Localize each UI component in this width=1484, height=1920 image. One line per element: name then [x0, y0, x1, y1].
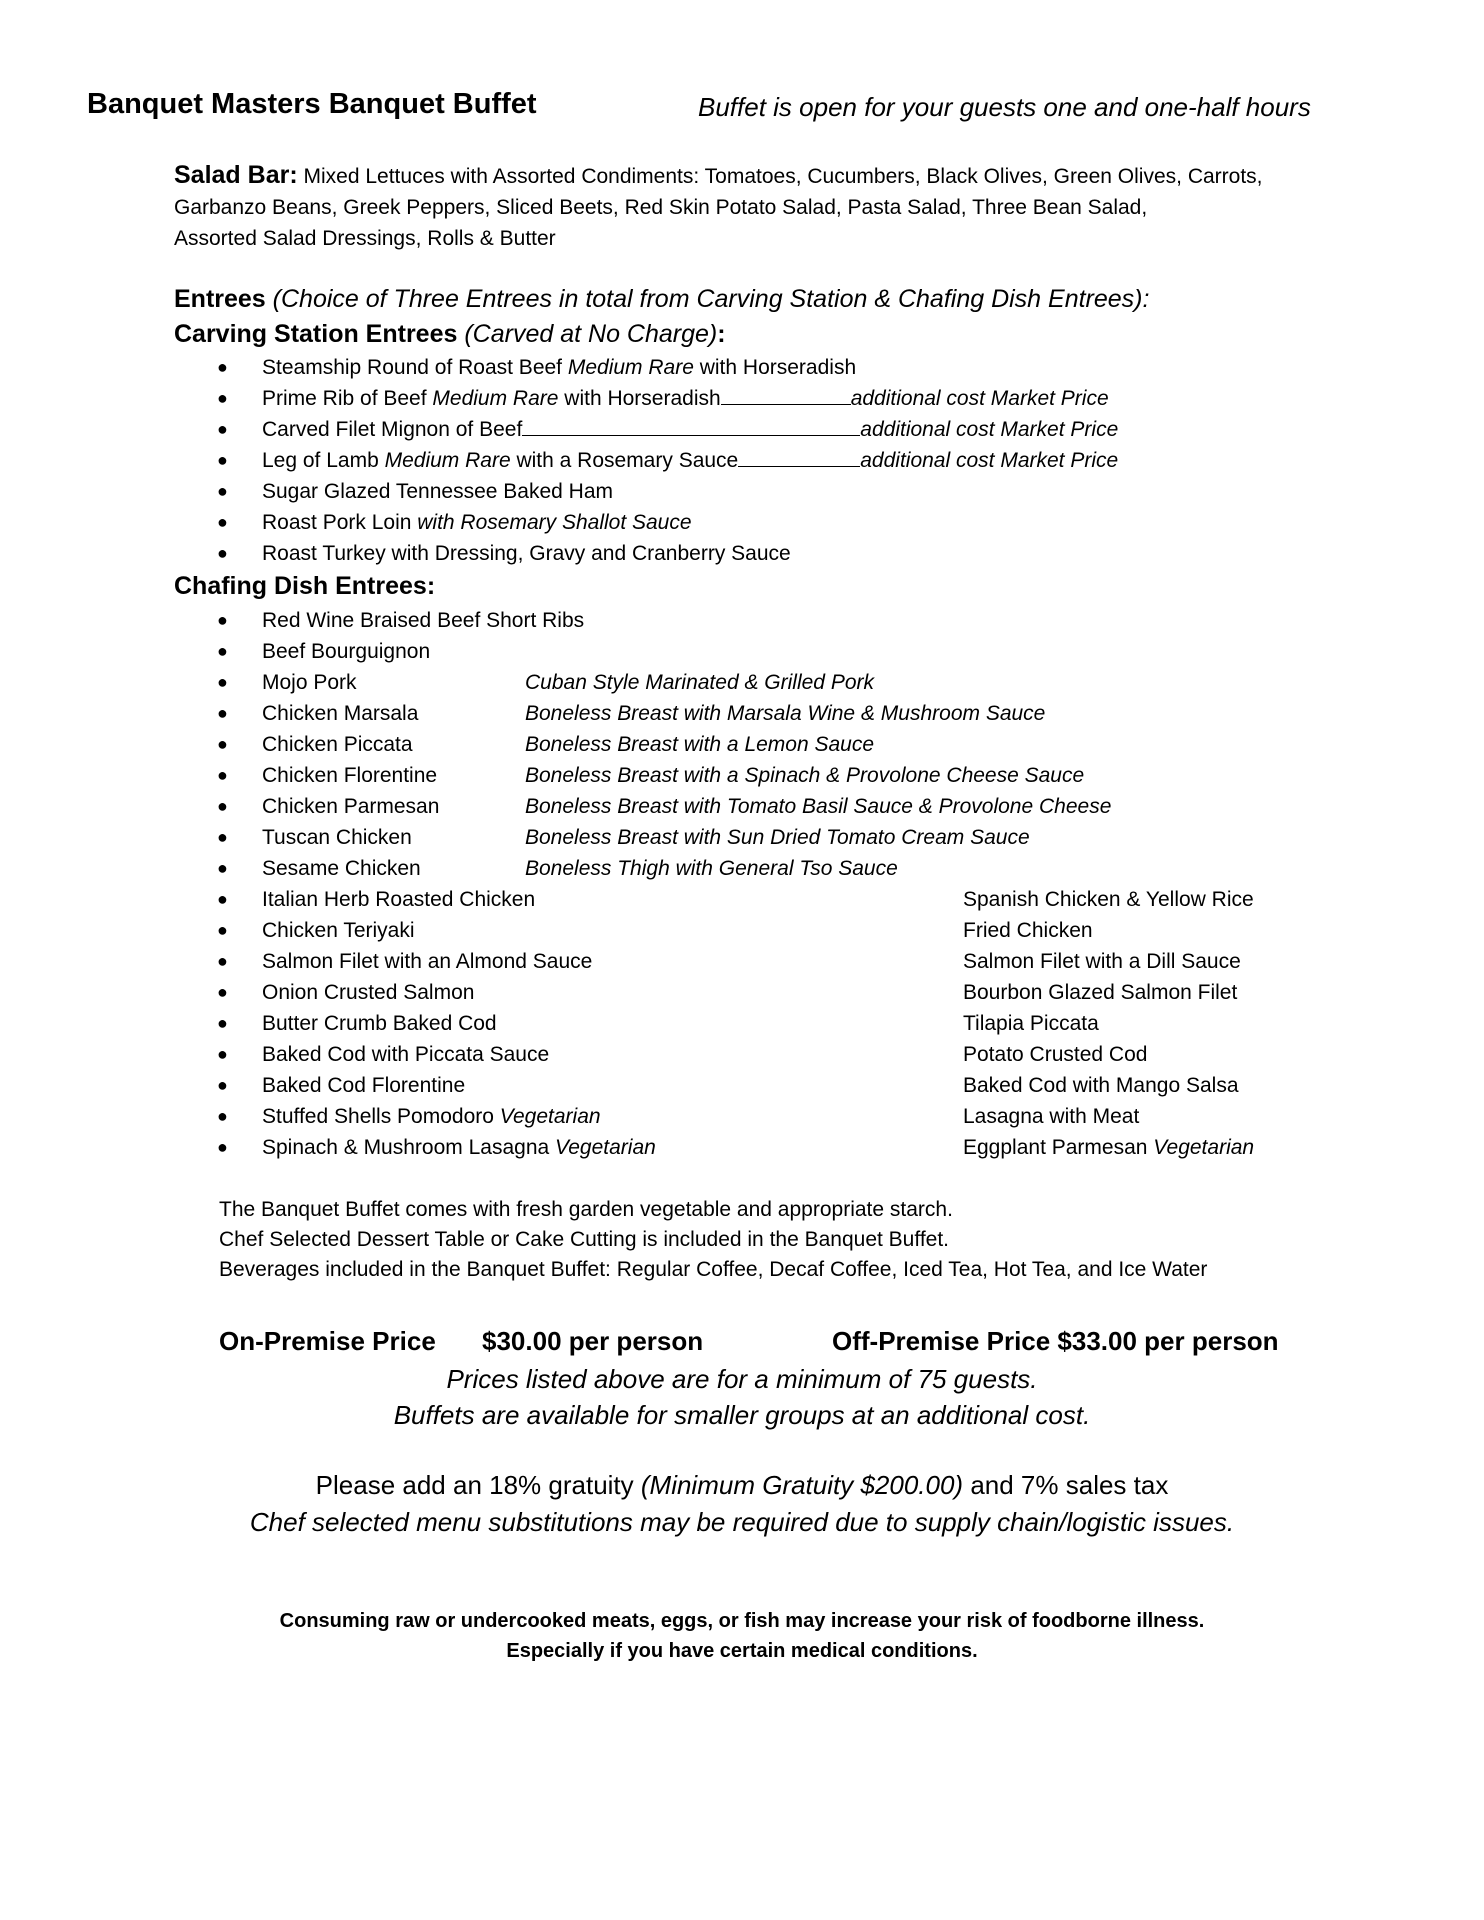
bullet-icon: ●: [217, 641, 228, 661]
bullet-icon: ●: [217, 1013, 228, 1033]
bullet-icon: ●: [217, 388, 228, 408]
carving-label: Carving Station Entrees: [174, 320, 458, 348]
bullet-icon: ●: [217, 765, 228, 785]
fill-line: [738, 446, 860, 467]
salad-bar-line-1: Mixed Lettuces with Assorted Condiments: Tomatoes, Cucumbers, Black Olives, Green Olives, Carrots,: [303, 165, 1263, 188]
bullet-icon: ●: [217, 1075, 228, 1095]
bullet-icon: ●: [217, 512, 228, 532]
carving-note: (Carved at No Charge): [464, 320, 718, 348]
bullet-icon: ●: [217, 543, 228, 563]
bullet-icon: ●: [217, 1137, 228, 1157]
substitution-note: Chef selected menu substitutions may be required due to supply chain/logistic issues.: [249, 1507, 1235, 1537]
bullet-icon: ●: [217, 951, 228, 971]
bullet-icon: ●: [217, 982, 228, 1002]
bullet-icon: ●: [217, 1044, 228, 1064]
gratuity-note: Please add an 18% gratuity (Minimum Gratuity $200.00) and 7% sales tax: [315, 1470, 1169, 1500]
note-line-1: The Banquet Buffet comes with fresh garden vegetable and appropriate starch.: [219, 1198, 953, 1221]
salad-bar-label: Salad Bar:: [174, 161, 298, 189]
entrees-label: Entrees: [174, 285, 266, 313]
buffet-notes: [219, 1195, 1207, 1285]
bullet-icon: ●: [217, 1106, 228, 1126]
salad-bar-line-3: Assorted Salad Dressings, Rolls & Butter: [174, 227, 556, 250]
bullet-icon: ●: [217, 889, 228, 909]
on-premise-price: $30.00 per person: [482, 1326, 704, 1356]
entrees-note: (Choice of Three Entrees in total from Carving Station & Chafing Dish Entrees):: [272, 285, 1150, 313]
chafing-heading: Chafing Dish Entrees:: [174, 572, 436, 600]
on-premise-label: On-Premise Price: [219, 1326, 436, 1356]
bullet-icon: ●: [217, 796, 228, 816]
bullet-icon: ●: [217, 734, 228, 754]
note-line-3: Beverages included in the Banquet Buffet: Regular Coffee, Decaf Coffee, Iced Tea, Hot Tea, and Ice Water: [219, 1258, 1208, 1281]
market-price-note: additional cost Market Price: [860, 418, 1119, 441]
market-price-note: additional cost Market Price: [850, 387, 1109, 410]
smaller-groups-note: Buffets are available for smaller groups at an additional cost.: [393, 1400, 1091, 1430]
food-safety-warning: Consuming raw or undercooked meats, eggs, or fish may increase your risk of foodborne illness.: [279, 1610, 1205, 1632]
bullet-icon: ●: [217, 672, 228, 692]
minimum-guests-note: Prices listed above are for a minimum of 75 guests.: [446, 1364, 1038, 1394]
bullet-icon: ●: [217, 858, 228, 878]
bullet-icon: ●: [217, 610, 228, 630]
salad-bar-section: [174, 160, 1354, 254]
bullet-icon: ●: [217, 481, 228, 501]
market-price-note: additional cost Market Price: [860, 449, 1119, 472]
carving-heading: [174, 320, 726, 349]
food-safety-warning-2: Especially if you have certain medical conditions.: [506, 1640, 978, 1662]
bullet-icon: ●: [217, 419, 228, 439]
bullet-icon: ●: [217, 920, 228, 940]
bullet-icon: ●: [217, 357, 228, 377]
page-title: Banquet Masters Banquet Buffet: [87, 88, 537, 120]
buffet-hours-note: Buffet is open for your guests one and one-half hours: [698, 92, 1311, 122]
salad-bar-line-2: Garbanzo Beans, Greek Peppers, Sliced Beets, Red Skin Potato Salad, Pasta Salad, Three Bean Salad,: [174, 196, 1148, 219]
fill-line: [522, 415, 860, 436]
off-premise-price: Off-Premise Price $33.00 per person: [832, 1326, 1279, 1356]
carving-colon: :: [717, 320, 726, 348]
entrees-heading: [174, 285, 1149, 314]
note-line-2: Chef Selected Dessert Table or Cake Cutting is included in the Banquet Buffet.: [219, 1228, 949, 1251]
fill-line: [721, 384, 851, 405]
bullet-icon: ●: [217, 450, 228, 470]
bullet-icon: ●: [217, 703, 228, 723]
bullet-icon: ●: [217, 827, 228, 847]
